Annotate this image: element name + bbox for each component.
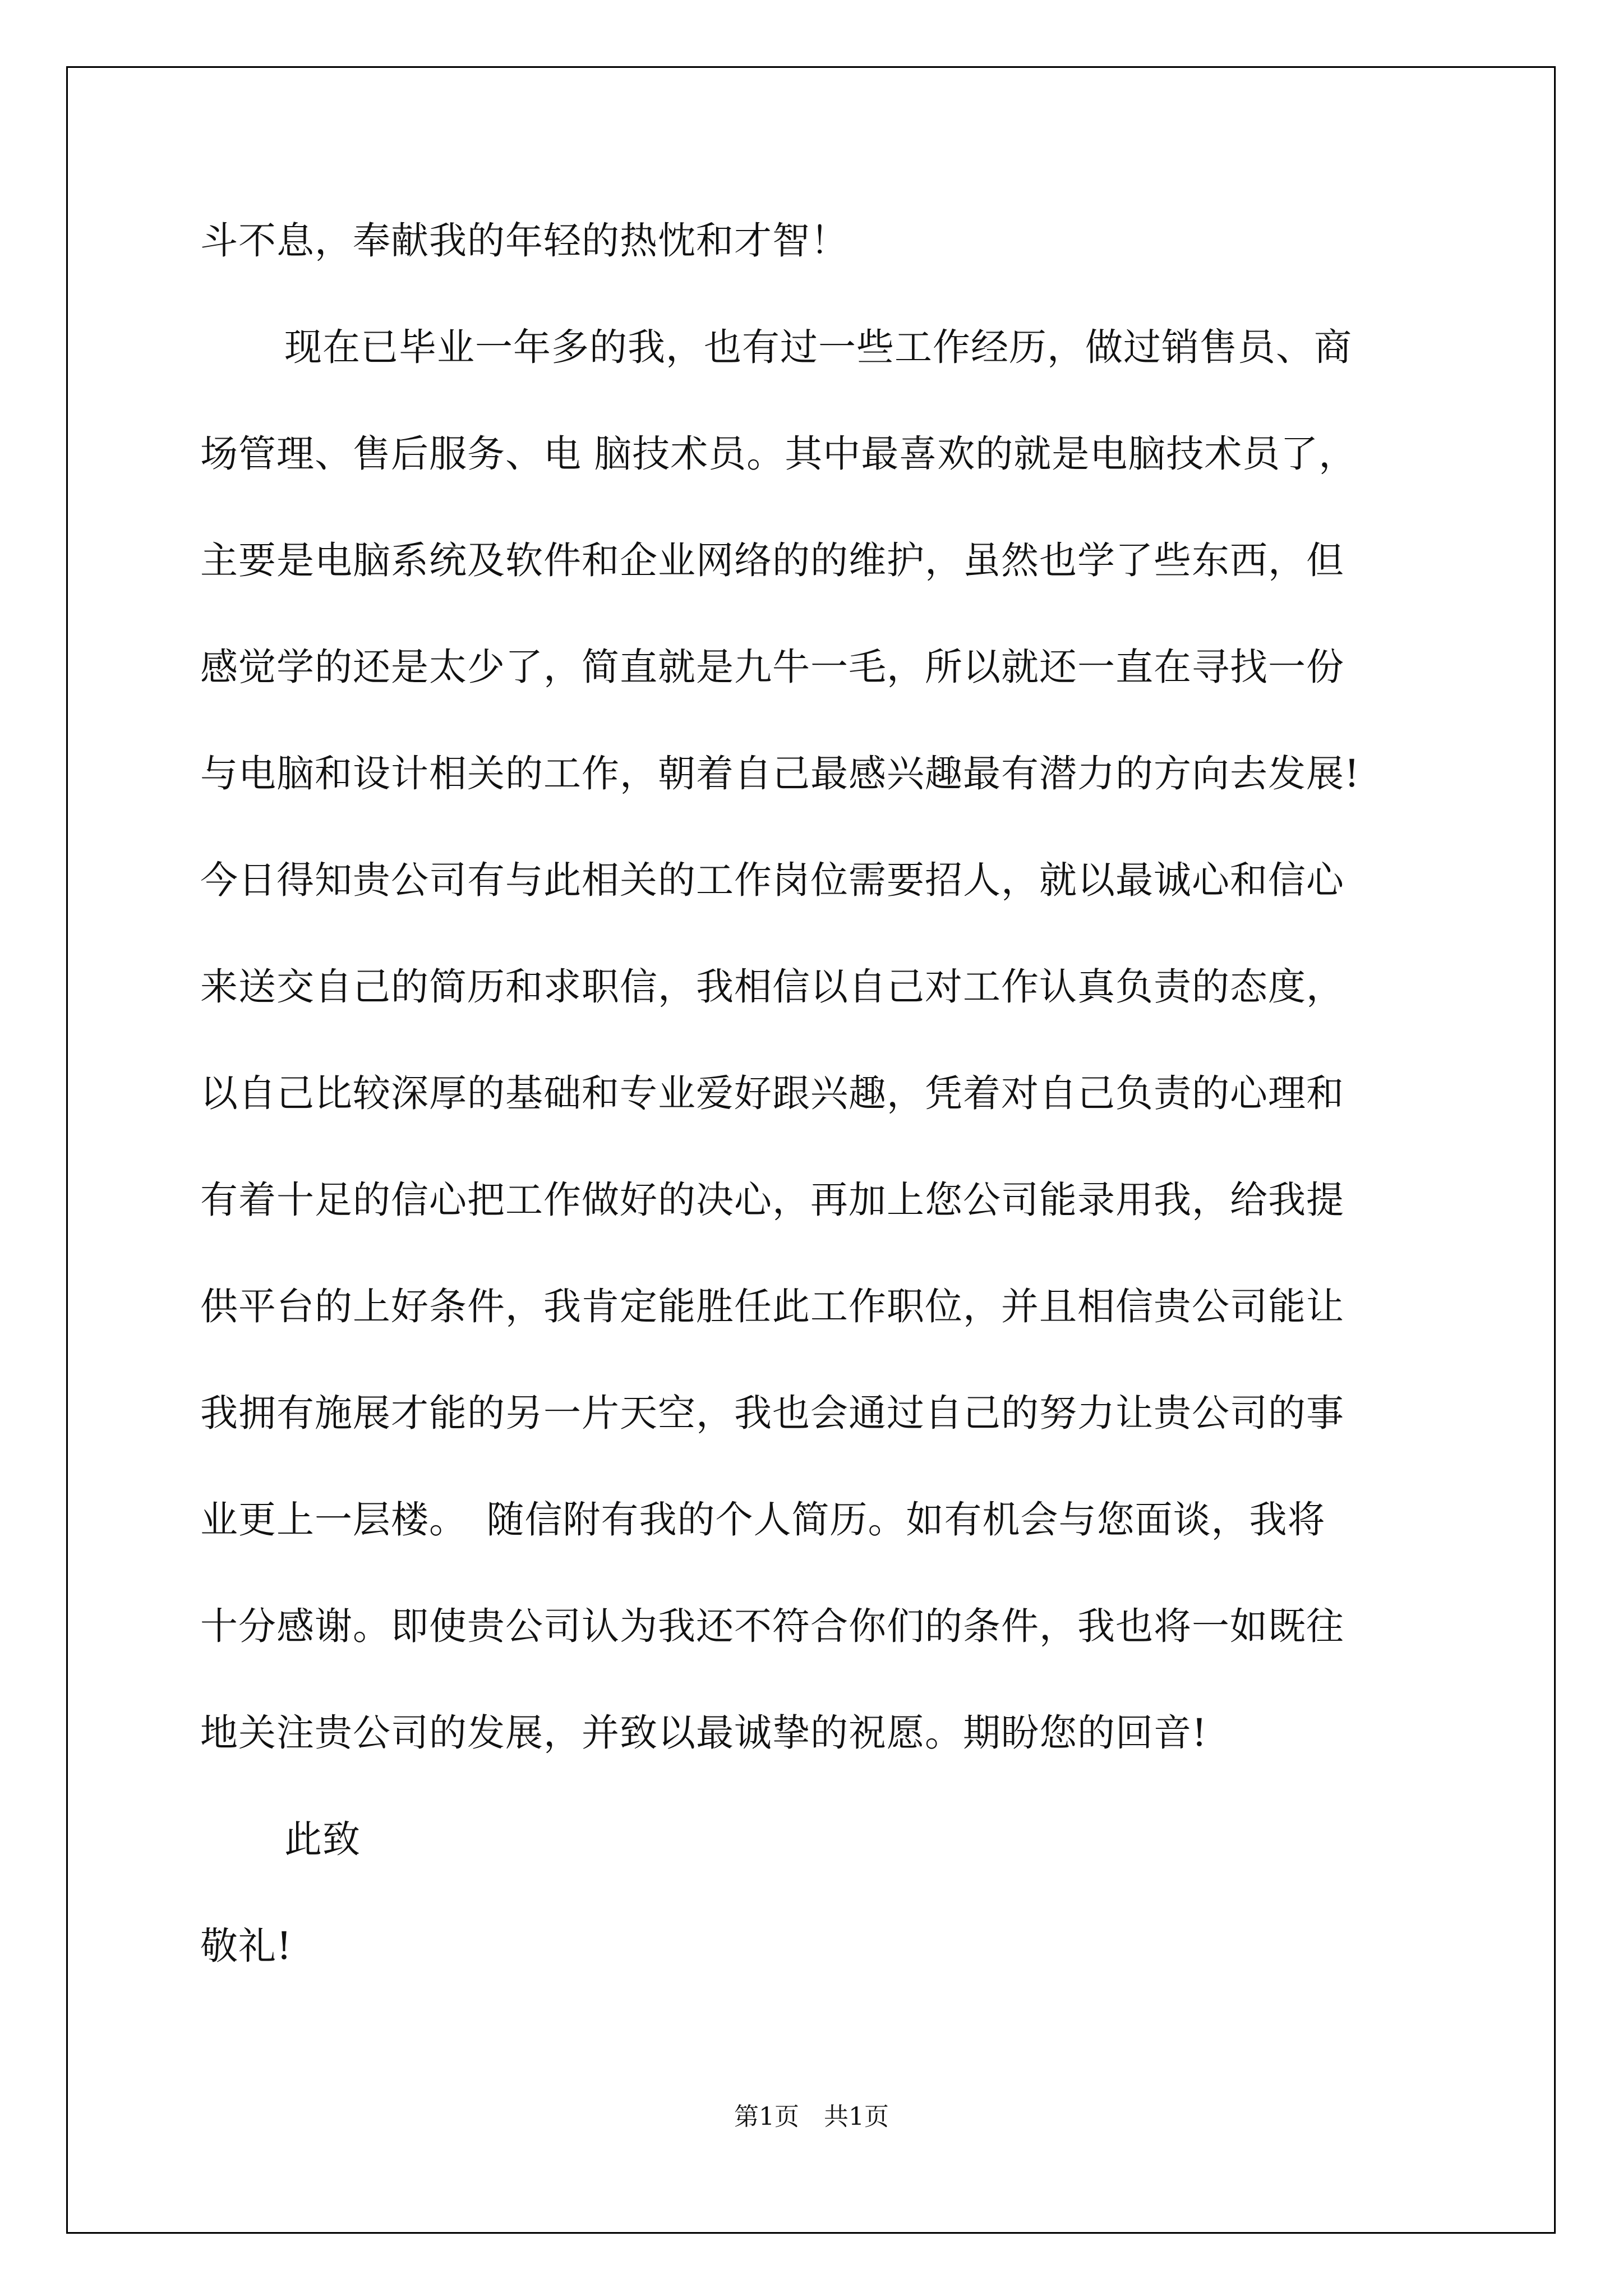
- text-line-10: 有着十足的信心把工作做好的决心，再加上您公司能录用我，给我提: [200, 1178, 1344, 1222]
- text-line-5: 感觉学的还是太少了，简直就是九牛一毛，所以就还一直在寻找一份: [200, 645, 1344, 689]
- text-line-9: 以自己比较深厚的基础和专业爱好跟兴趣，凭着对自己负责的心理和: [200, 1071, 1344, 1115]
- text-line-4: 主要是电脑系统及软件和企业网络的的维护，虽然也学了些东西，但: [200, 539, 1344, 582]
- text-line-2: 现在已毕业一年多的我，也有过一些工作经历，做过销售员、商: [284, 325, 1352, 369]
- text-line-6: 与电脑和设计相关的工作，朝着自己最感兴趣最有潜力的方向去发展!: [200, 752, 1360, 795]
- text-line-8: 来送交自己的简历和求职信，我相信以自己对工作认真负责的态度，: [200, 965, 1344, 1009]
- text-line-12: 我拥有施展才能的另一片天空，我也会通过自己的努力让贵公司的事: [200, 1391, 1344, 1435]
- text-line-7: 今日得知贵公司有与此相关的工作岗位需要招人，就以最诚心和信心: [200, 858, 1344, 902]
- text-line-3: 场管理、售后服务、电 脑技术员。其中最喜欢的就是电脑技术员了，: [200, 432, 1357, 476]
- closing-phrase: 此致: [284, 1818, 361, 1861]
- text-line-11: 供平台的上好条件，我肯定能胜任此工作职位，并且相信贵公司能让: [200, 1285, 1344, 1328]
- text-line-14: 十分感谢。即使贵公司认为我还不符合你们的条件，我也将一如既往: [200, 1604, 1344, 1648]
- text-line-1: 斗不息，奉献我的年轻的热忱和才智！: [200, 219, 849, 263]
- letter-body: [200, 213, 1434, 2025]
- text-line-15: 地关注贵公司的发展，并致以最诚挚的祝愿。期盼您的回音!: [200, 1711, 1207, 1755]
- salutation: 敬礼!: [200, 1924, 292, 1968]
- text-line-13: 业更上一层楼。 随信附有我的个人简历。如有机会与您面谈，我将: [200, 1498, 1326, 1542]
- page-footer: 第1页 共1页: [734, 2102, 889, 2131]
